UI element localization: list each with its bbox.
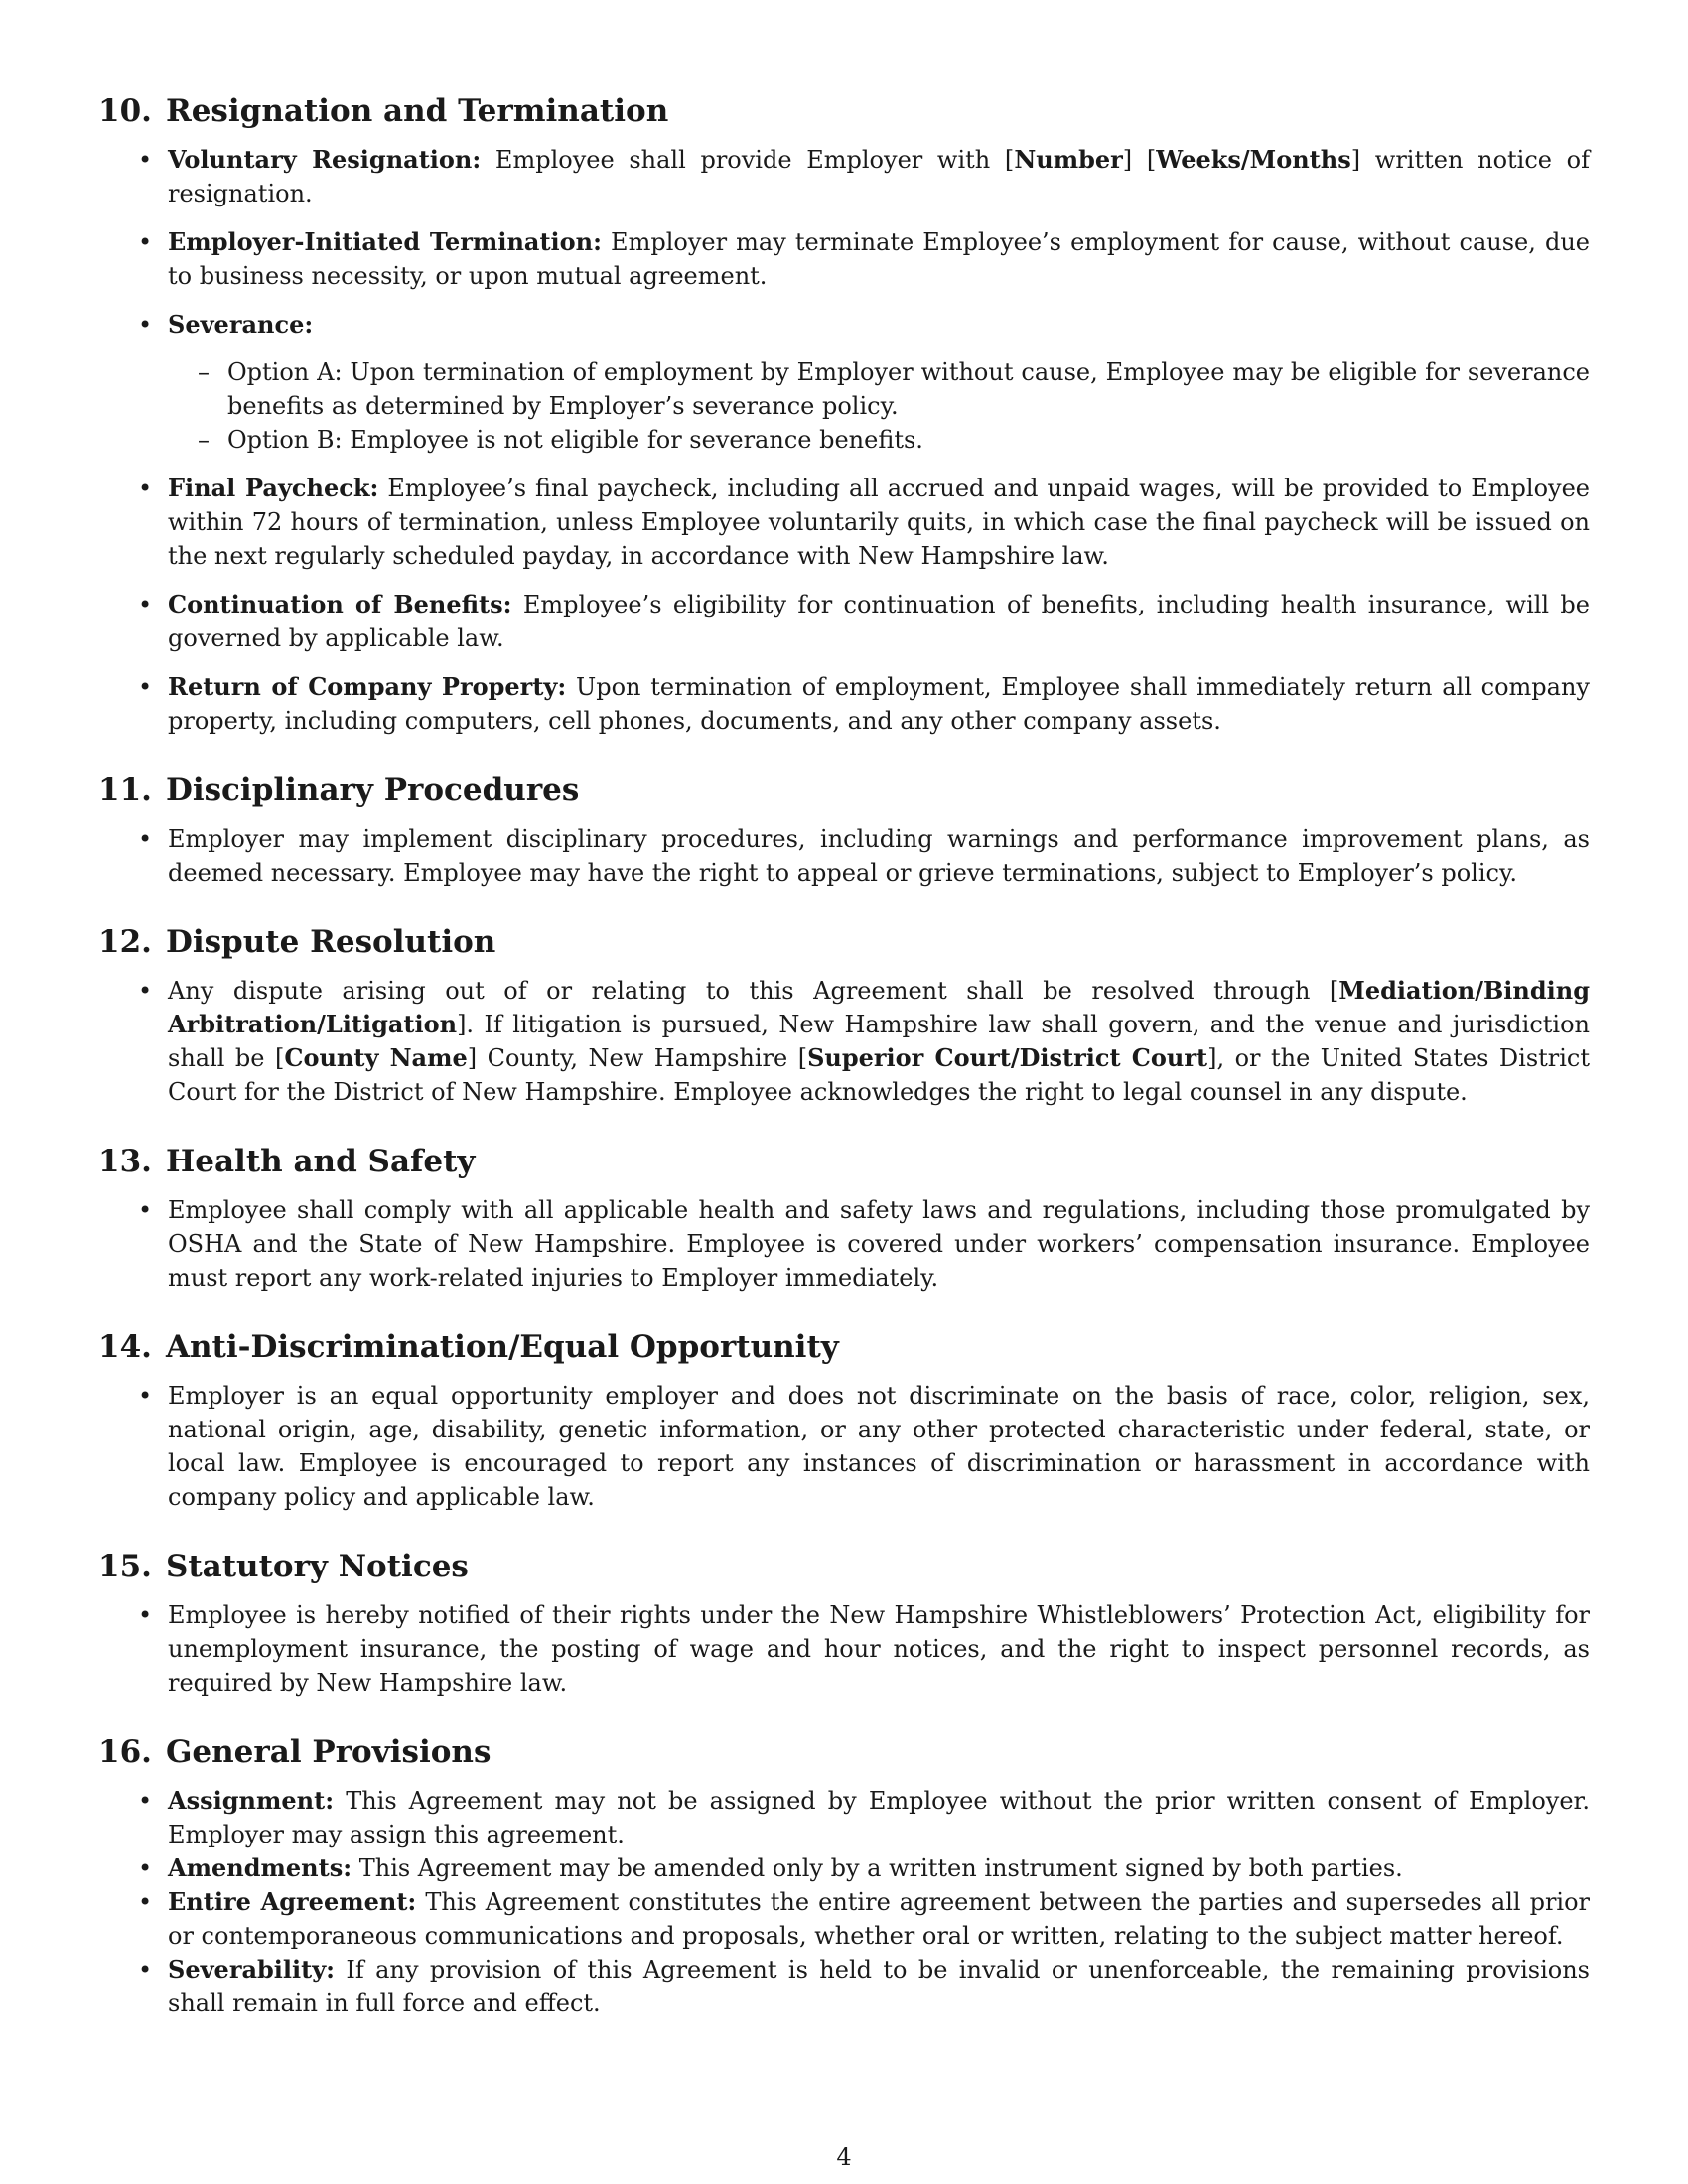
item-text: ] County, New Hampshire [: [467, 1044, 808, 1072]
bullet-list: [98, 1193, 1590, 1295]
list-item: [168, 225, 1590, 293]
list-item: [168, 588, 1590, 655]
section-title: Resignation and Termination: [165, 93, 669, 129]
placeholder-field: Superior Court/District Court: [807, 1043, 1208, 1072]
item-text: If any provision of this Agreement is held to be invalid or unenforceable, the remaining provisions shall remain in full force and effect.: [168, 1956, 1590, 2017]
item-text: ] written notice of resignation.: [168, 146, 1591, 207]
item-text: Employer may terminate Employee’s employment for cause, without cause, due to business necessity, or upon mutual agreement.: [168, 228, 1590, 290]
document-page: [98, 91, 1590, 2053]
item-text: Employee is hereby notified of their rights under the New Hampshire Whistleblowers’ Protection Act, eligibility for unemployment insurance, the posting of wage and hour notices, and the right to inspect personnel records, as required by New Hampshire law.: [168, 1601, 1590, 1697]
section-number: 15.: [98, 1549, 152, 1584]
sub-list: [168, 355, 1590, 457]
list-item: [168, 1598, 1590, 1700]
section: [98, 770, 1590, 889]
list-item: [168, 472, 1590, 573]
item-text: ]. If litigation is pursued, New Hampshire law shall govern, and the venue and jurisdiction shall be [: [168, 1011, 1590, 1072]
section-heading: [98, 1327, 1590, 1367]
placeholder-field: Mediation/Binding Arbitration/Litigation: [168, 976, 1590, 1038]
section-number: 14.: [98, 1329, 152, 1365]
item-label: Final Paycheck:: [168, 474, 379, 502]
item-text: ], or the United States District Court for the District of New Hampshire. Employee acknowledges the right to legal counsel in any dispute.: [168, 1044, 1591, 1106]
section-title: Dispute Resolution: [165, 924, 496, 960]
sub-item: – Option A: Upon termination of employment by Employer without cause, Employee may be eligible for severance benefits as determined by Employer’s severance policy.: [227, 355, 1590, 423]
section-title: Disciplinary Procedures: [165, 772, 580, 808]
section-number: 13.: [98, 1144, 152, 1179]
sub-item: – Option B: Employee is not eligible for severance benefits.: [227, 423, 1590, 457]
list-item: [168, 143, 1590, 210]
section-number: 11.: [98, 772, 152, 808]
section-number: 10.: [98, 93, 152, 129]
item-label: Return of Company Property:: [168, 672, 567, 701]
item-label: Amendments:: [168, 1853, 352, 1882]
list-item: [168, 1953, 1590, 2020]
section-title: General Provisions: [165, 1734, 492, 1770]
section-heading: [98, 1547, 1590, 1586]
item-text: Upon termination of employment, Employee shall immediately return all company property, including computers, cell phones, documents, and any other company assets.: [168, 673, 1590, 735]
page-number: 4: [836, 2143, 852, 2171]
list-item: [168, 670, 1590, 738]
section: [98, 922, 1590, 1109]
item-text: ] [: [1122, 146, 1157, 174]
list-item: [168, 1885, 1590, 1953]
section-heading: [98, 91, 1590, 131]
section: [98, 1142, 1590, 1295]
item-text: This Agreement may not be assigned by Employee without the prior written consent of Employer. Employer may assign this agreement.: [168, 1787, 1590, 1848]
item-label: Entire Agreement:: [168, 1887, 417, 1916]
section-title: Anti-Discrimination/Equal Opportunity: [165, 1329, 839, 1365]
bullet-list: [98, 1784, 1590, 2020]
placeholder-field: County Name: [284, 1043, 468, 1072]
item-text: Employee shall provide Employer with [: [481, 146, 1015, 174]
item-label: Employer-Initiated Termination:: [168, 227, 602, 256]
item-label: Voluntary Resignation:: [168, 145, 482, 174]
list-item: [168, 1851, 1590, 1885]
section-title: Health and Safety: [165, 1144, 476, 1179]
list-item: [168, 974, 1590, 1109]
section-heading: [98, 770, 1590, 810]
list-item: [168, 1784, 1590, 1851]
section: [98, 1547, 1590, 1700]
section: [98, 91, 1590, 738]
list-item: [168, 822, 1590, 889]
list-item: [168, 1379, 1590, 1514]
section-number: 16.: [98, 1734, 152, 1770]
section-heading: [98, 1142, 1590, 1181]
item-text: Employee shall comply with all applicable health and safety laws and regulations, including those promulgated by OSHA and the State of New Hampshire. Employee is covered under workers’ compensation insurance. Employee must report any work-related injuries to Employer immediately.: [168, 1196, 1590, 1292]
section-title: Statutory Notices: [165, 1549, 469, 1584]
section-heading: [98, 922, 1590, 962]
item-text: This Agreement may be amended only by a written instrument signed by both parties.: [352, 1854, 1403, 1882]
item-text: Employee’s final paycheck, including all accrued and unpaid wages, will be provided to Employee within 72 hours of termination, unless Employee voluntarily quits, in which case the final paycheck will be issued on the next regularly scheduled payday, in accordance with New Hampshire law.: [168, 475, 1590, 570]
item-label: Assignment:: [168, 1786, 335, 1815]
item-label: Severability:: [168, 1955, 336, 1983]
list-item: [168, 308, 1590, 457]
section-heading: [98, 1732, 1590, 1772]
section-number: 12.: [98, 924, 152, 960]
placeholder-field: Number: [1014, 145, 1123, 174]
section: [98, 1327, 1590, 1514]
item-text: This Agreement constitutes the entire agreement between the parties and supersedes all prior or contemporaneous communications and proposals, whether oral or written, relating to the subject matter hereof.: [168, 1888, 1591, 1950]
list-item: [168, 1193, 1590, 1295]
item-text: Any dispute arising out of or relating to this Agreement shall be resolved through [: [168, 977, 1339, 1005]
placeholder-field: Weeks/Months: [1156, 145, 1351, 174]
section: [98, 1732, 1590, 2020]
item-label: Continuation of Benefits:: [168, 590, 512, 618]
item-text: Employer is an equal opportunity employer and does not discriminate on the basis of race, color, religion, sex, national origin, age, disability, genetic information, or any other protected characteristic under federal, state, or local law. Employee is encouraged to report any instances of discrimination or harassment in accordance with company policy and applicable law.: [168, 1382, 1590, 1511]
item-label: Severance:: [168, 310, 314, 339]
item-text: Employee’s eligibility for continuation of benefits, including health insurance, will be governed by applicable law.: [168, 591, 1591, 652]
sections-container: [98, 91, 1590, 2020]
bullet-list: [98, 1598, 1590, 1700]
item-text: Employer may implement disciplinary procedures, including warnings and performance improvement plans, as deemed necessary. Employee may have the right to appeal or grieve terminations, subject to Employer’s policy.: [168, 825, 1590, 887]
bullet-list: [98, 974, 1590, 1109]
bullet-list: [98, 822, 1590, 889]
bullet-list: [98, 143, 1590, 738]
bullet-list: [98, 1379, 1590, 1514]
